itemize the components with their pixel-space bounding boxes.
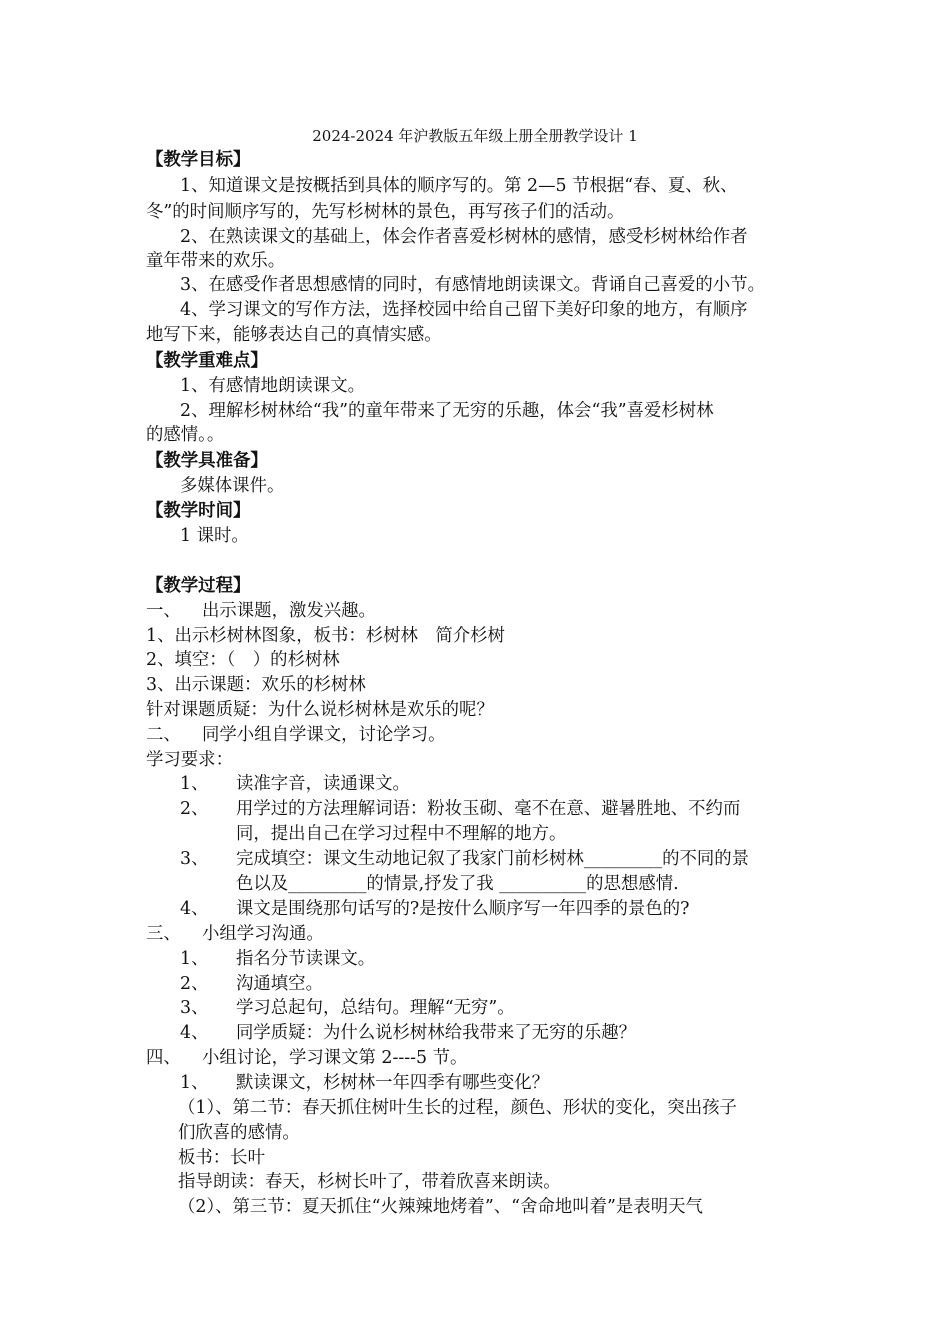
goal-1-line-2: 冬”的时间顺序写的，先写杉树林的景色，再写孩子们的活动。 <box>146 202 625 222</box>
key-point-1: 1、有感情地朗读课文。 <box>180 376 365 396</box>
heading-key-points: 【教学重难点】 <box>146 351 268 371</box>
req-3-number: 3、 <box>180 849 209 869</box>
goal-2-line-2: 童年带来的欢乐。 <box>146 251 286 271</box>
section-3-item-2: 沟通填空。 <box>236 974 323 994</box>
goal-4-line-2: 地写下来，能够表达自己的真情实感。 <box>146 325 442 345</box>
paragraph-2-line-1: （2）、第三节：夏天抓住“火辣辣地烤着”、“舍命地叫着”是表明天气 <box>178 1197 703 1217</box>
section-4-title: 小组讨论，学习课文第 2----5 节。 <box>202 1048 468 1068</box>
section-3-item-4-number: 4、 <box>180 1023 209 1043</box>
section-1-item-3: 3、出示课题：欢乐的杉树林 <box>146 675 366 695</box>
document-title: 2024-2024 年沪教版五年级上册全册教学设计 1 <box>312 127 638 145</box>
heading-preparation: 【教学具准备】 <box>146 451 268 471</box>
req-3-line-2: 色以及_________的情景,抒发了我 __________的思想感情. <box>236 874 679 894</box>
req-3-line-1: 完成填空：课文生动地记叙了我家门前杉树林_________的不同的景 <box>236 849 750 869</box>
section-3-number: 三、 <box>146 924 181 944</box>
section-1-title: 出示课题，激发兴趣。 <box>202 601 376 621</box>
section-1-item-1: 1、出示杉树林图象，板书：杉树林 简介杉树 <box>146 626 505 646</box>
section-1-number: 一、 <box>146 601 181 621</box>
section-3-item-3: 学习总起句，总结句。理解“无穷”。 <box>236 998 515 1018</box>
goal-1-line-1: 1、知道课文是按概括到具体的顺序写的。第 2—5 节根据“春、夏、秋、 <box>180 176 738 196</box>
section-1-question: 针对课题质疑：为什么说杉树林是欢乐的呢？ <box>146 700 494 720</box>
req-4-text: 课文是围绕那句话写的?是按什么顺序写一年四季的景色的? <box>236 899 690 919</box>
reading-guide: 指导朗读：春天，杉树长叶了，带着欣喜来朗读。 <box>178 1172 561 1192</box>
key-point-2-line-2: 的感情。。 <box>146 425 225 445</box>
section-3-item-1: 指名分节读课文。 <box>236 949 376 969</box>
requirements-label: 学习要求： <box>146 750 233 770</box>
key-point-2-line-1: 2、理解杉树林给“我”的童年带来了无穷的乐趣，体会“我”喜爱杉树林 <box>180 401 714 421</box>
paragraph-1-line-1: （1）、第二节：春天抓住树叶生长的过程，颜色、形状的变化，突出孩子 <box>178 1098 737 1118</box>
section-4-item-1: 默读课文，杉树林一年四季有哪些变化？ <box>236 1073 550 1093</box>
req-2-line-2: 同，提出自己在学习过程中不理解的地方。 <box>236 824 567 844</box>
section-2-number: 二、 <box>146 725 181 745</box>
req-2-number: 2、 <box>180 799 209 819</box>
req-1-text: 读准字音，读通课文。 <box>236 774 410 794</box>
section-3-title: 小组学习沟通。 <box>202 924 324 944</box>
heading-time: 【教学时间】 <box>146 501 251 521</box>
paragraph-1-line-2: 们欣喜的感情。 <box>178 1123 300 1143</box>
heading-process: 【教学过程】 <box>146 576 251 596</box>
section-2-title: 同学小组自学课文，讨论学习。 <box>202 725 446 745</box>
section-4-item-1-number: 1、 <box>180 1073 209 1093</box>
preparation-text: 多媒体课件。 <box>180 476 285 496</box>
req-1-number: 1、 <box>180 774 209 794</box>
heading-goals: 【教学目标】 <box>146 150 251 170</box>
board-note: 板书：长叶 <box>178 1148 265 1168</box>
section-4-number: 四、 <box>146 1048 181 1068</box>
section-3-item-3-number: 3、 <box>180 998 209 1018</box>
req-2-line-1: 用学过的方法理解词语：粉妆玉砌、毫不在意、避暑胜地、不约而 <box>236 799 741 819</box>
section-1-item-2: 2、填空：（ ）的杉树林 <box>146 650 340 670</box>
goal-3: 3、在感受作者思想感情的同时，有感情地朗读课文。背诵自己喜爱的小节。 <box>180 275 765 295</box>
goal-2-line-1: 2、在熟读课文的基础上，体会作者喜爱杉树林的感情，感受杉树林给作者 <box>180 227 748 247</box>
section-3-item-2-number: 2、 <box>180 974 209 994</box>
req-4-number: 4、 <box>180 899 209 919</box>
section-3-item-4: 同学质疑：为什么说杉树林给我带来了无穷的乐趣？ <box>236 1023 636 1043</box>
time-text: 1 课时。 <box>180 526 249 546</box>
section-3-item-1-number: 1、 <box>180 949 209 969</box>
goal-4-line-1: 4、学习课文的写作方法，选择校园中给自己留下美好印象的地方，有顺序 <box>180 300 748 320</box>
